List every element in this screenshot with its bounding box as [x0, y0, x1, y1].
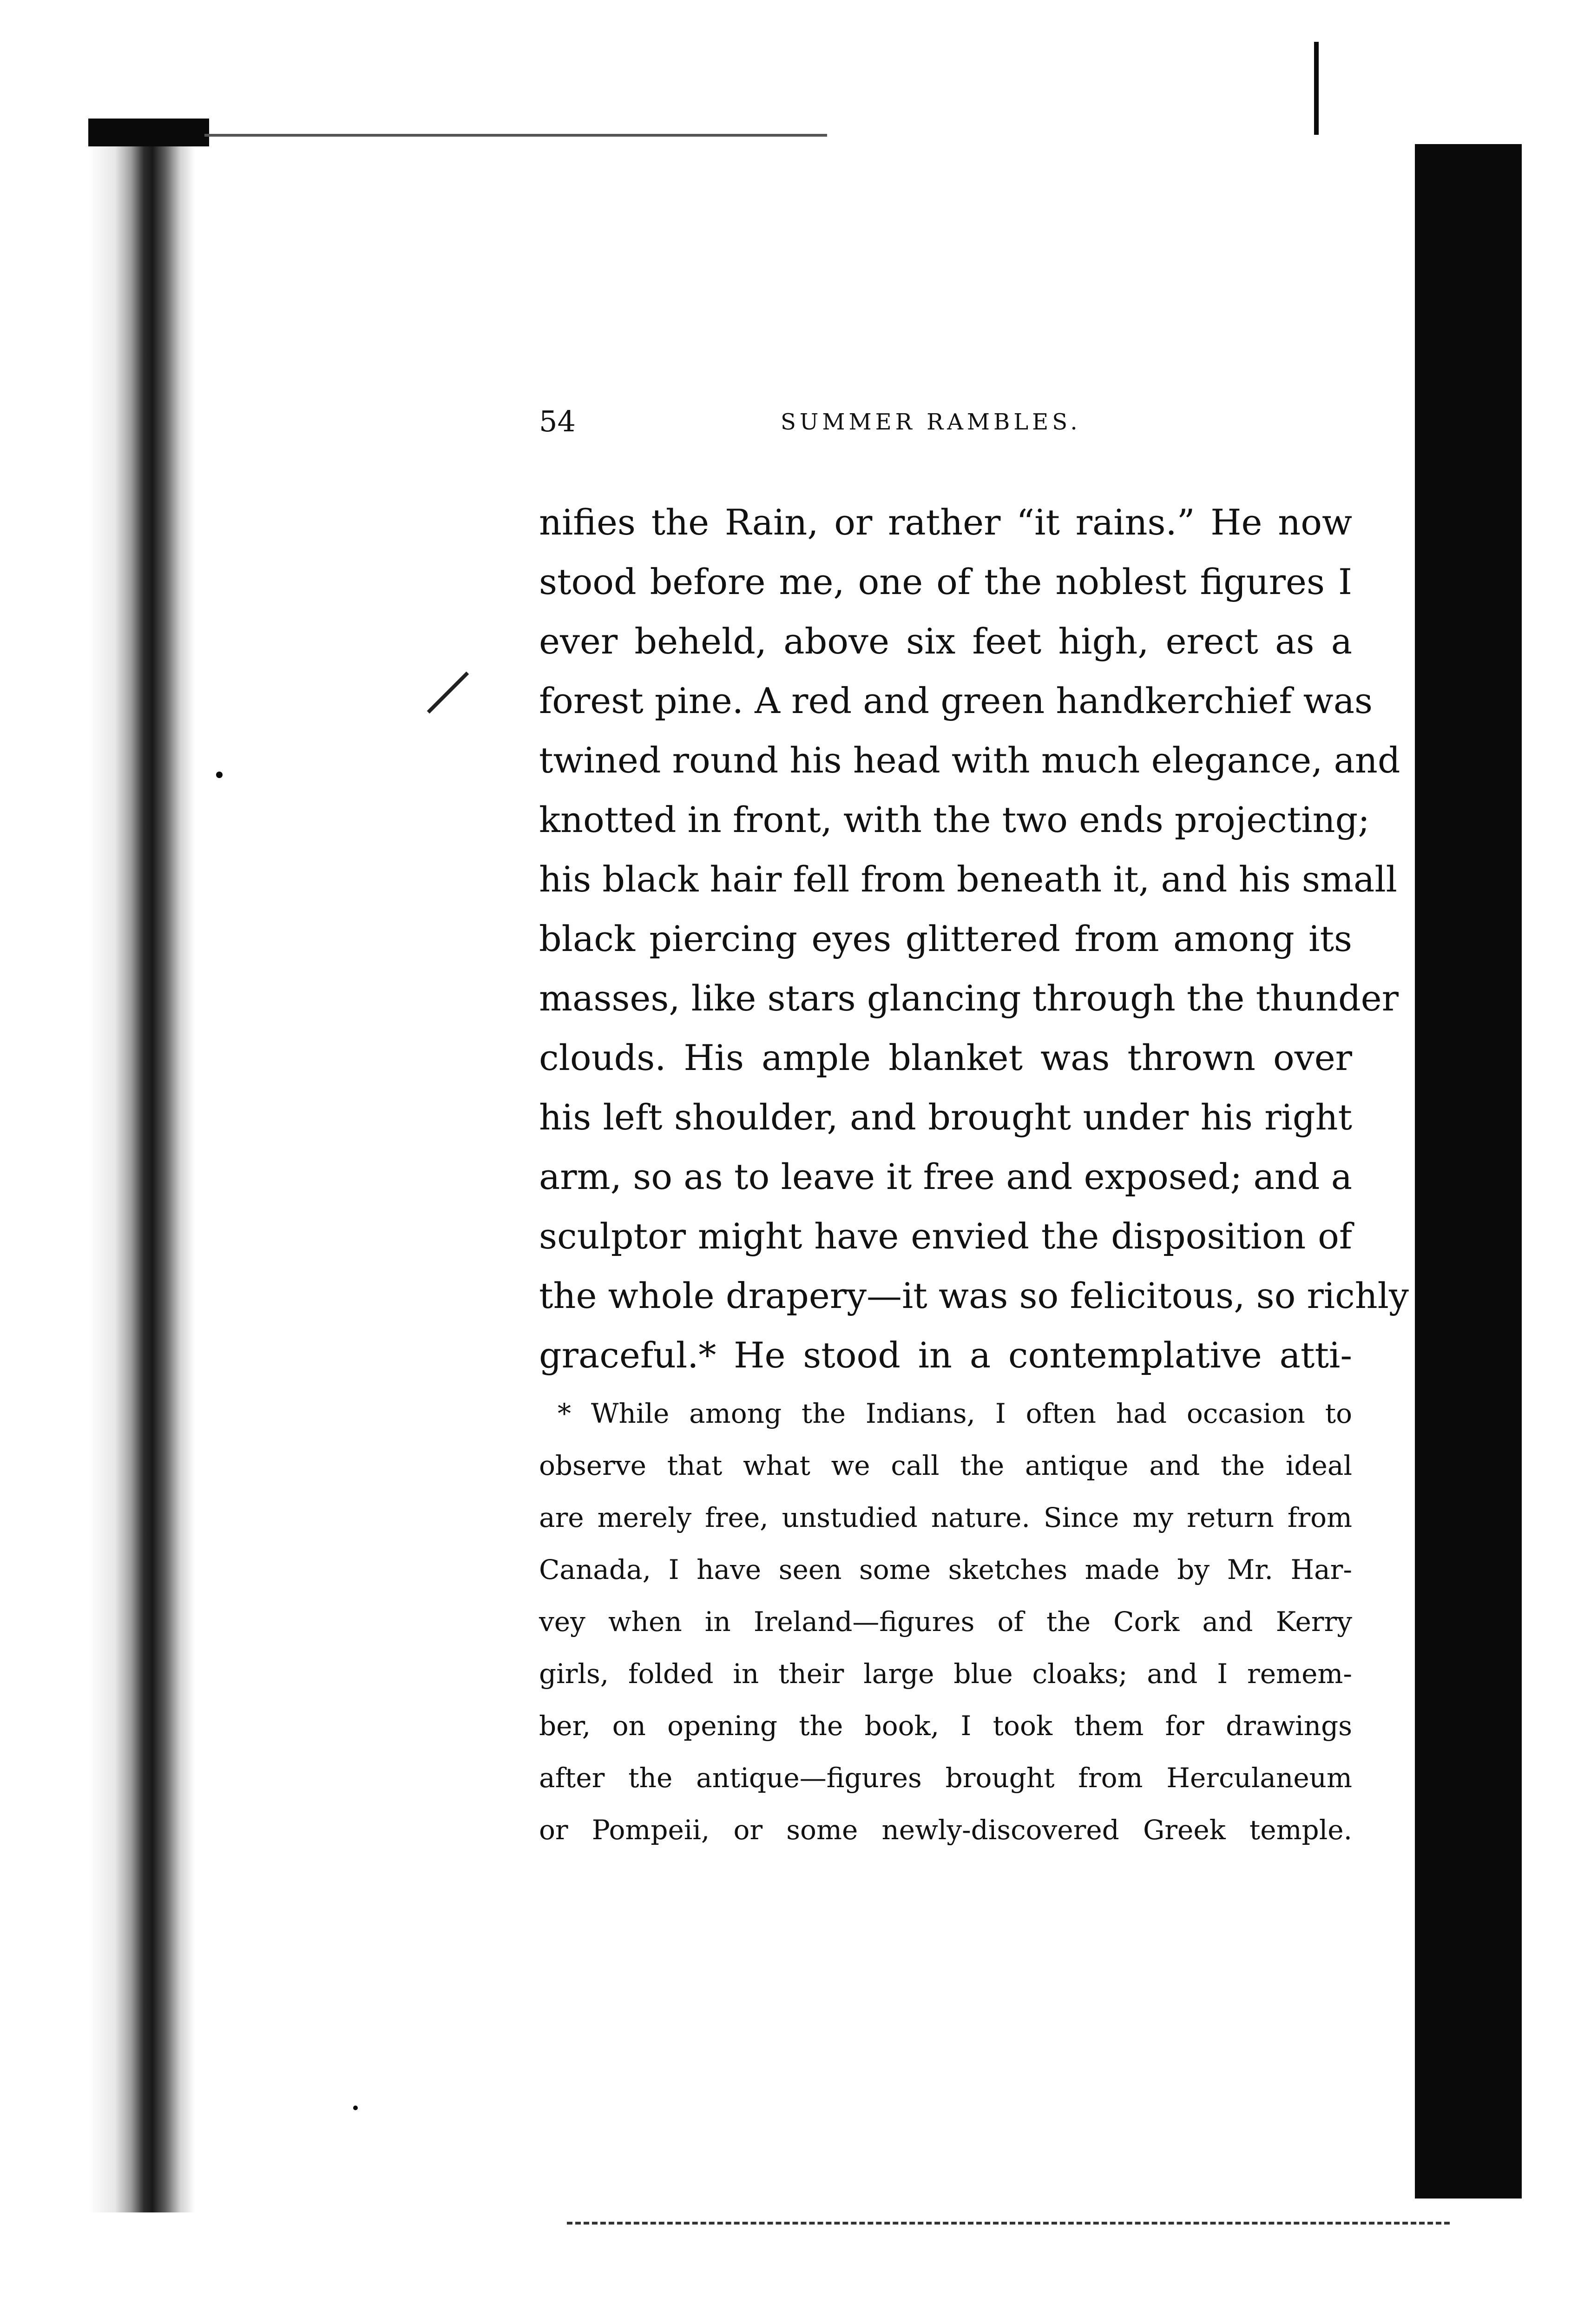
- body-line: arm, so as to leave it free and exposed; and a: [539, 1156, 1352, 1197]
- right-edge-shadow: [1415, 144, 1522, 2199]
- body-line: sculptor might have envied the disposition of: [539, 1215, 1352, 1257]
- body-line: masses, like stars glancing through the thunder: [539, 977, 1399, 1019]
- top-edge-mark: [1314, 42, 1319, 135]
- body-line: the whole drapery—it was so felicitous, so richly: [539, 1275, 1409, 1316]
- body-line: black piercing eyes glittered from among its: [539, 918, 1352, 959]
- body-line: his left shoulder, and brought under his right: [539, 1096, 1352, 1138]
- footnote-line: ber, on opening the book, I took them for drawings: [539, 1710, 1352, 1742]
- body-line: knotted in front, with the two ends projecting;: [539, 799, 1370, 840]
- stray-pen-mark: [427, 672, 469, 714]
- footnote: [539, 1387, 1352, 1856]
- running-head: [539, 404, 1352, 442]
- footnote-line: Canada, I have seen some sketches made by Mr. Har-: [539, 1554, 1352, 1585]
- body-line: graceful.* He stood in a contemplative atti-: [539, 1334, 1352, 1376]
- body-line: clouds. His ample blanket was thrown over: [539, 1037, 1352, 1078]
- footnote-line: observe that what we call the antique and the ideal: [539, 1450, 1352, 1481]
- stray-dot: [353, 2106, 358, 2110]
- body-text: [539, 493, 1409, 1385]
- body-line: stood before me, one of the noblest figures I: [539, 561, 1352, 602]
- footnote-line: after the antique—figures brought from Herculaneum: [539, 1762, 1352, 1794]
- body-line: forest pine. A red and green handkerchief was: [539, 680, 1373, 721]
- bottom-edge-rule: [567, 2222, 1450, 2225]
- left-binding-top-edge: [88, 119, 209, 146]
- footnote-line: are merely free, unstudied nature. Since my return from: [539, 1502, 1352, 1533]
- body-line: twined round his head with much elegance, and: [539, 739, 1400, 781]
- footnote-line: * While among the Indians, I often had occasion to: [558, 1398, 1352, 1429]
- footnote-line: vey when in Ireland—figures of the Cork and Kerry: [539, 1606, 1352, 1637]
- stray-dot: [216, 772, 223, 778]
- body-line: ever beheld, above six feet high, erect as a: [539, 621, 1352, 662]
- running-title: SUMMER RAMBLES.: [781, 409, 1081, 435]
- body-line: nifies the Rain, or rather “it rains.” He now: [539, 502, 1352, 543]
- footnote-line: or Pompeii, or some newly-discovered Greek temple.: [539, 1814, 1352, 1846]
- left-binding-shadow: [88, 119, 195, 2212]
- top-edge-rule: [204, 134, 827, 137]
- body-line: his black hair fell from beneath it, and his small: [539, 858, 1397, 900]
- footnote-line: girls, folded in their large blue cloaks; and I remem-: [539, 1658, 1352, 1690]
- page-number: 54: [539, 404, 576, 438]
